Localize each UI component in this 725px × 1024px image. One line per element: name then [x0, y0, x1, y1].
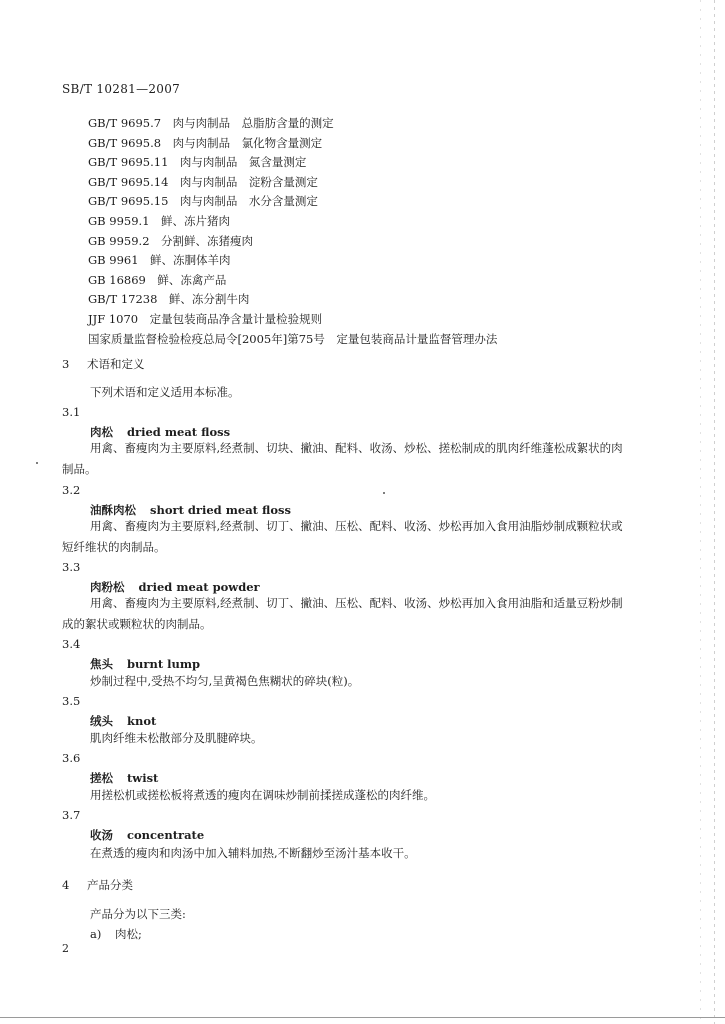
scan-bottom-line: [0, 1017, 725, 1018]
term-heading: [90, 770, 158, 786]
list-item: [90, 926, 142, 942]
section-4-intro: 产品分为以下三类:: [90, 907, 186, 921]
section-3-intro: 下列术语和定义适用本标准。: [90, 385, 240, 399]
term-definition: 用禽、畜瘦肉为主要原料,经煮制、切块、撇油、配料、收汤、炒松、搓松制成的肌肉纤维蓬松成絮状的肉制品。: [62, 441, 623, 476]
list-item-text: 肉松;: [115, 927, 142, 941]
term-chinese: 绒头: [90, 714, 113, 728]
reference-item: GB 9961 鲜、冻胴体羊肉: [88, 253, 231, 268]
section-number: 3: [62, 357, 70, 371]
term-chinese: 肉粉松: [90, 580, 125, 594]
term-chinese: 收汤: [90, 828, 113, 842]
term-definition: 肌肉纤维未松散部分及肌腱碎块。: [90, 731, 263, 745]
scan-speck: [383, 492, 385, 494]
term-chinese: 肉松: [90, 425, 113, 439]
term-chinese: 油酥肉松: [90, 503, 136, 517]
reference-item: JJF 1070 定量包装商品净含量计量检验规则: [88, 311, 323, 326]
section-title: 术语和定义: [86, 357, 145, 371]
term-definition: 用禽、畜瘦肉为主要原料,经煮制、切丁、撇油、压松、配料、收汤、炒松再加入食用油脂炒制成颗粒状或短纤维状的肉制品。: [62, 519, 623, 554]
reference-item: GB 9959.2 分割鲜、冻猪瘦肉: [88, 233, 254, 248]
section-3-heading: [62, 356, 144, 372]
section-title: 产品分类: [86, 878, 133, 892]
term-definition: 在煮透的瘦肉和肉汤中加入辅料加热,不断翻炒至汤汁基本收干。: [90, 846, 416, 860]
term-english: knot: [127, 714, 157, 728]
page-number: 2: [62, 942, 69, 955]
term-english: dried meat floss: [127, 425, 231, 439]
term-chinese: 搓松: [90, 771, 113, 785]
reference-item: 国家质量监督检验检疫总局令[2005年]第75号 定量包装商品计量监督管理办法: [88, 331, 498, 346]
list-item-label: a): [90, 927, 102, 941]
term-number: 3.7: [62, 808, 81, 822]
term-number: 3.1: [62, 405, 81, 419]
term-number: 3.6: [62, 751, 81, 765]
term-english: burnt lump: [127, 657, 201, 671]
scan-edge-line: [714, 0, 715, 1024]
scan-edge-line: [700, 0, 701, 1024]
reference-item: GB/T 9695.15 肉与肉制品 水分含量测定: [88, 194, 318, 209]
term-number: 3.5: [62, 694, 81, 708]
term-english: twist: [127, 771, 159, 785]
term-definition: 用搓松机或搓松板将煮透的瘦肉在调味炒制前揉搓成蓬松的肉纤维。: [90, 788, 435, 802]
standard-code-header: SB/T 10281—2007: [62, 82, 181, 96]
reference-item: GB/T 17238 鲜、冻分割牛肉: [88, 292, 250, 307]
term-english: concentrate: [127, 828, 205, 842]
reference-item: GB 9959.1 鲜、冻片猪肉: [88, 213, 231, 228]
reference-item: GB/T 9695.11 肉与肉制品 氮含量测定: [88, 155, 307, 170]
normative-references-list: [88, 114, 497, 349]
scan-speck: [36, 462, 38, 464]
term-heading: [90, 827, 204, 843]
term-english: short dried meat floss: [150, 503, 291, 517]
term-number: 3.2: [62, 483, 81, 497]
term-number: 3.4: [62, 637, 81, 651]
section-number: 4: [62, 878, 70, 892]
term-chinese: 焦头: [90, 657, 113, 671]
term-heading: [90, 713, 156, 729]
reference-item: GB 16869 鲜、冻禽产品: [88, 272, 227, 287]
reference-item: GB/T 9695.14 肉与肉制品 淀粉含量测定: [88, 174, 318, 189]
term-definition: 炒制过程中,受热不均匀,呈黄褐色焦糊状的碎块(粒)。: [90, 674, 360, 688]
term-heading: [90, 656, 200, 672]
term-number: 3.3: [62, 560, 81, 574]
reference-item: GB/T 9695.8 肉与肉制品 氯化物含量测定: [88, 135, 323, 150]
reference-item: GB/T 9695.7 肉与肉制品 总脂肪含量的测定: [88, 116, 334, 130]
term-english: dried meat powder: [138, 580, 260, 594]
term-definition: 用禽、畜瘦肉为主要原料,经煮制、切丁、撇油、压松、配料、收汤、炒松再加入食用油脂和适量豆粉炒制成的絮状或颗粒状的肉制品。: [62, 596, 623, 631]
section-4-heading: [62, 877, 133, 893]
